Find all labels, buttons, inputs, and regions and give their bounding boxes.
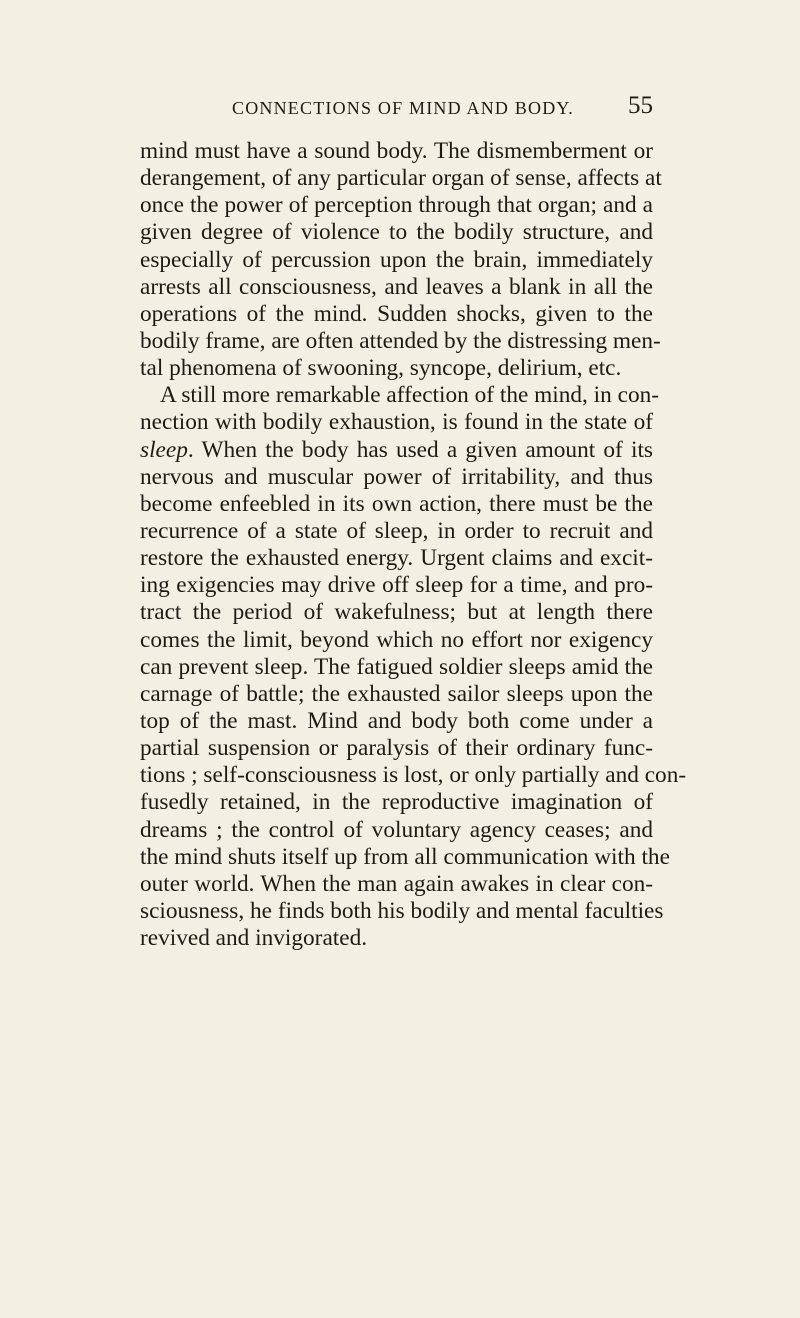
italic-word-sleep: sleep [140,436,188,463]
text-line-20: can prevent sleep. The fatigued soldier sleeps amid the [140,653,653,680]
text-line-18: tract the period of wakefulness; but at length there [140,599,653,626]
text-line-30: revived and invigorated. [140,925,368,952]
text-line-26: dreams ; the control of voluntary agency ceases; and [140,816,653,843]
text-line-6: arrests all consciousness, and leaves a blank in all the [140,273,653,300]
text-line-23: partial suspension or paralysis of their ordinary func- [140,735,653,762]
text-line-12-rest: . When the body has used a given amount of its [187,436,653,463]
running-head [140,92,653,132]
text-line-16: restore the exhausted energy. Urgent claims and excit- [140,545,653,572]
page-number: 55 [628,92,653,119]
text-line-15: recurrence of a state of sleep, in order to recruit and [140,517,653,544]
text-line-27: the mind shuts itself up from all communication with the [140,843,670,870]
text-line-24: tions ; self-consciousness is lost, or only partially and con- [140,762,687,789]
text-line-4: given degree of violence to the bodily structure, and [140,219,653,246]
text-line-11: nection with bodily exhaustion, is found in the state of [140,409,653,436]
text-line-8: bodily frame, are often attended by the distressing men- [140,327,661,354]
text-line-9: tal phenomena of swooning, syncope, delirium, etc. [140,355,622,382]
text-line-2: derangement, of any particular organ of sense, affects at [140,165,662,192]
text-line-17: ing exigencies may drive off sleep for a time, and pro- [140,572,653,599]
running-title: CONNECTIONS OF MIND AND BODY. [232,98,574,118]
text-line-12 [140,437,653,464]
text-line-14: become enfeebled in its own action, there must be the [140,490,653,517]
text-line-3: once the power of perception through that organ; and a [140,192,653,219]
text-line-7: operations of the mind. Sudden shocks, given to the [140,300,653,327]
text-line-10: A still more remarkable affection of the mind, in con- [160,382,660,409]
text-line-19: comes the limit, beyond which no effort nor exigency [140,626,653,653]
text-line-22: top of the mast. Mind and body both come under a [140,707,653,734]
text-line-25: fusedly retained, in the reproductive imagination of [140,789,653,816]
text-line-28: outer world. When the man again awakes in clear con- [140,870,653,897]
text-line-1: mind must have a sound body. The dismemberment or [140,138,653,164]
text-line-13: nervous and muscular power of irritability, and thus [140,463,653,490]
text-line-21: carnage of battle; the exhausted sailor sleeps upon the [140,680,653,707]
body-text [140,138,687,952]
text-line-5: especially of percussion upon the brain, immediately [140,246,653,273]
text-line-29: sciousness, he finds both his bodily and mental faculties [140,897,664,924]
